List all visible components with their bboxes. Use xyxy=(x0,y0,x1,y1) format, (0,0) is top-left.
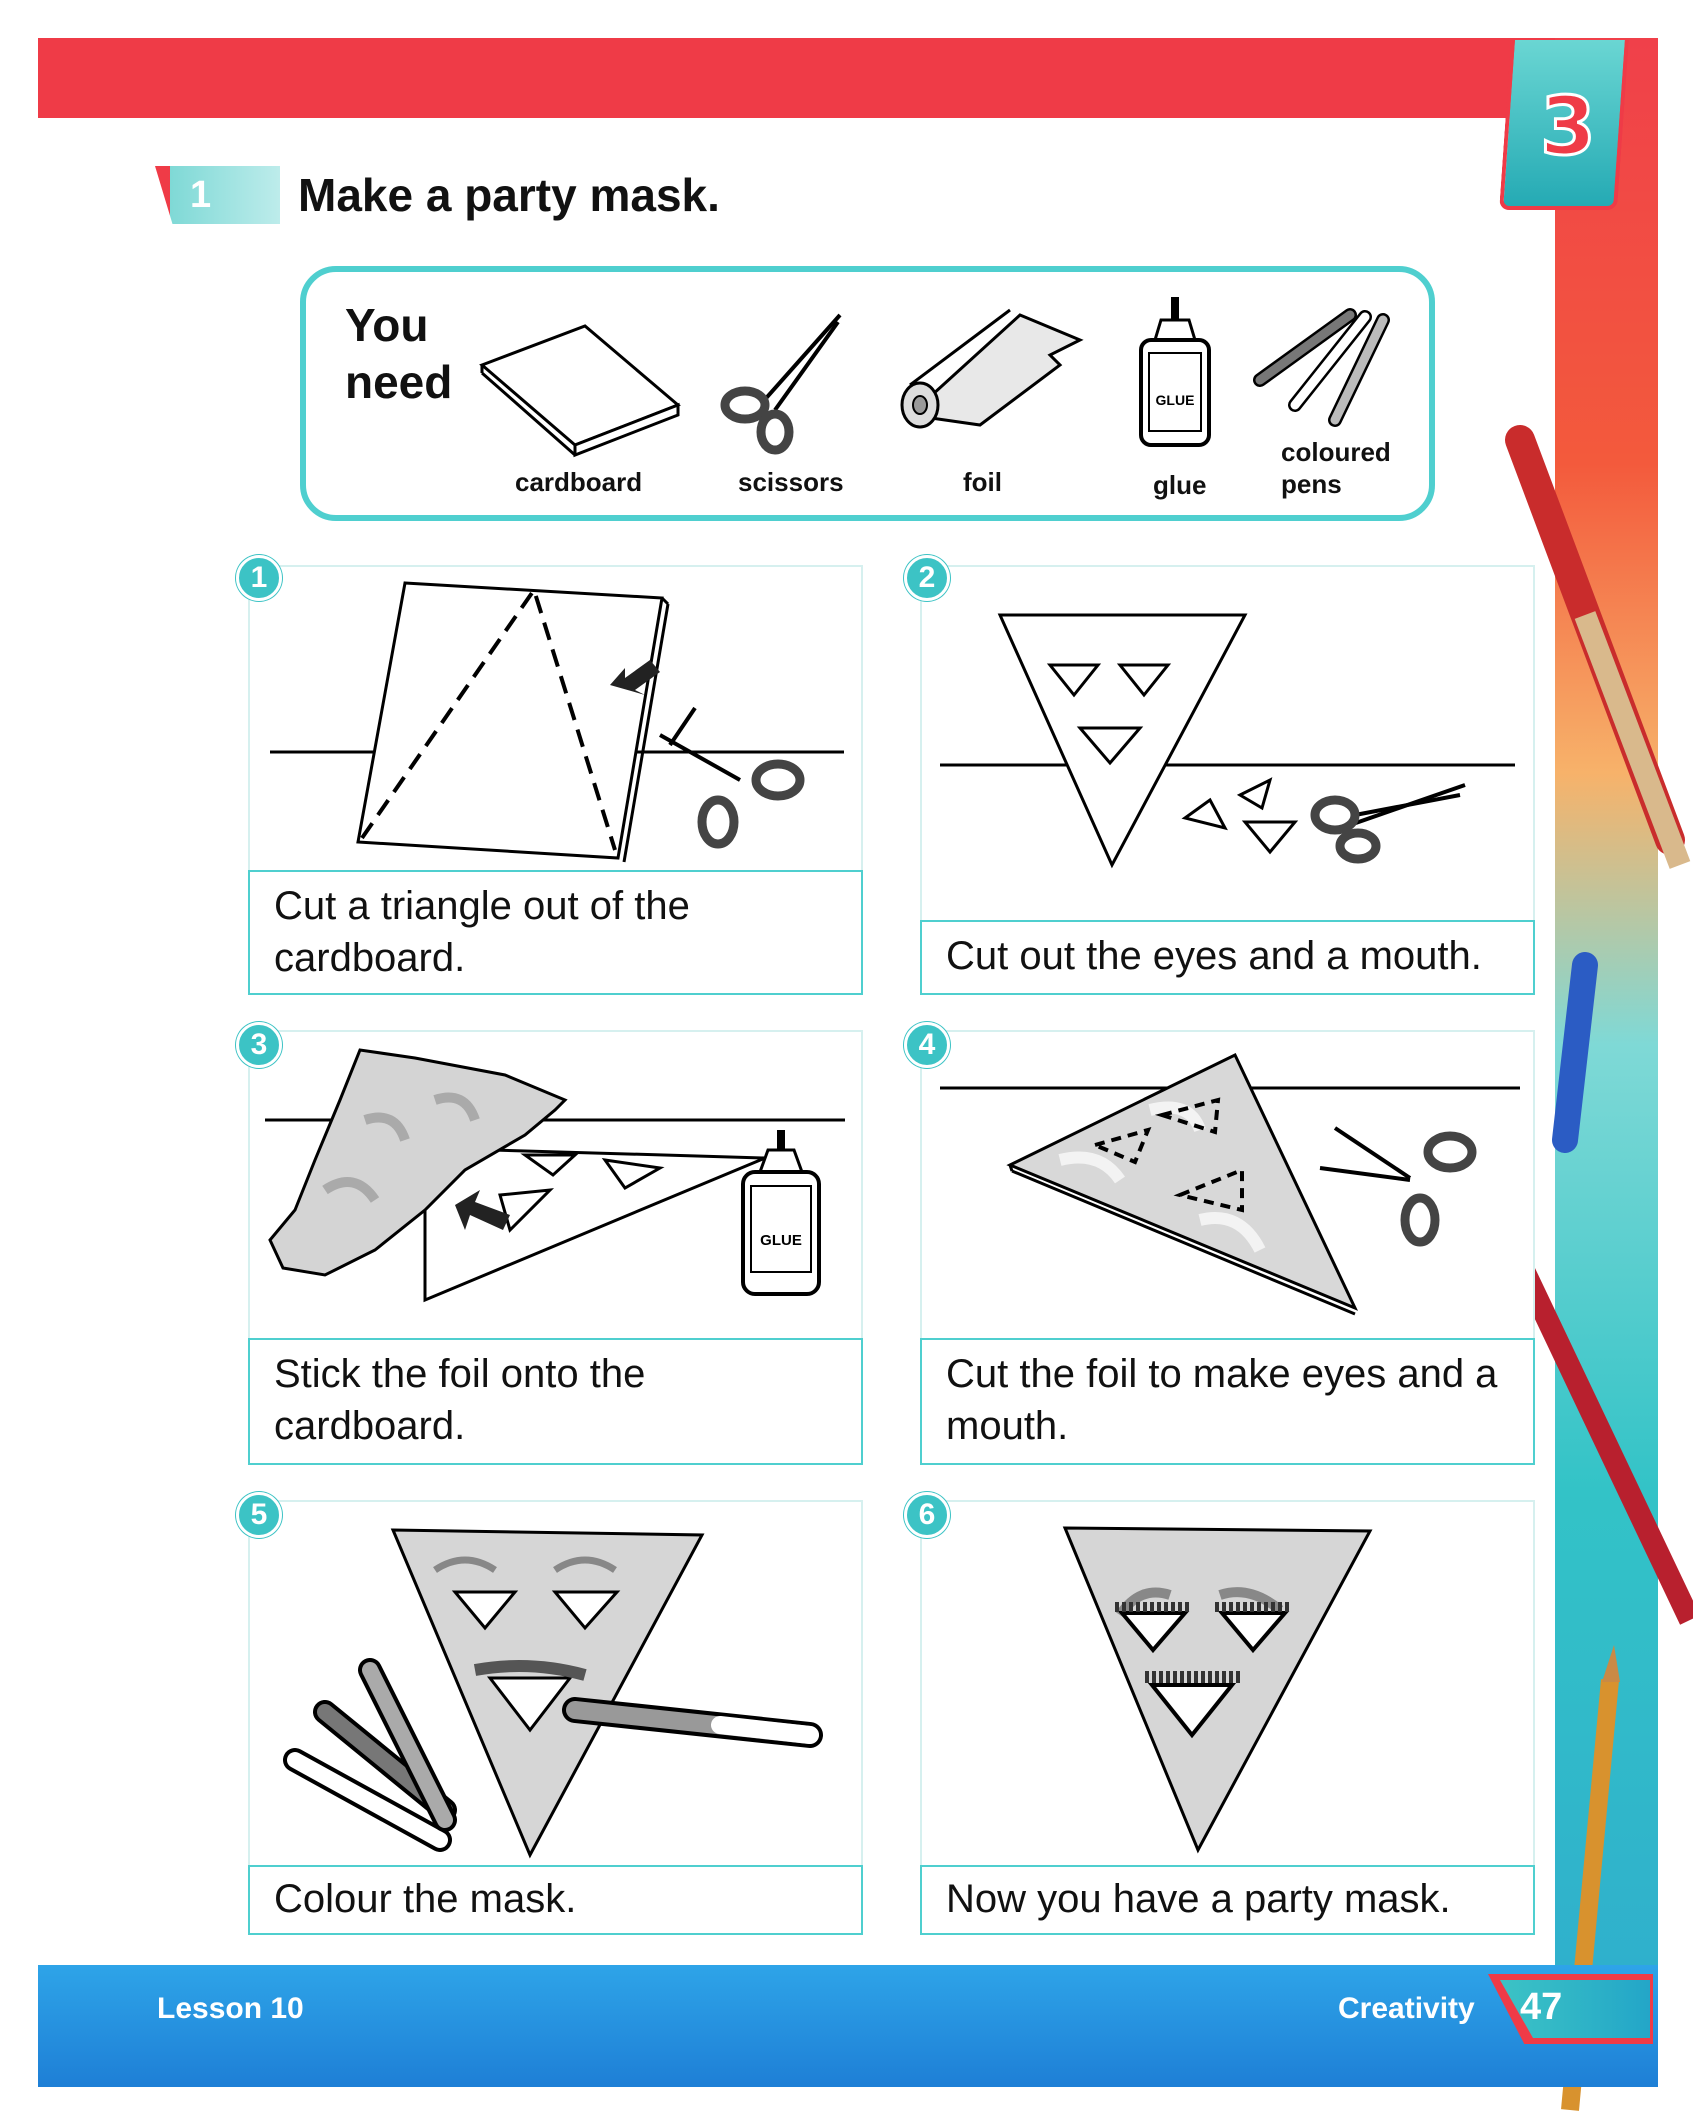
step-2-number: 2 xyxy=(904,555,950,601)
need-label-foil: foil xyxy=(963,467,1002,497)
exercise-number: 1 xyxy=(190,174,212,216)
step-1-caption: Cut a triangle out of the cardboard. xyxy=(248,870,863,995)
header-bar xyxy=(38,38,1658,118)
need-label-scissors: scissors xyxy=(738,467,844,497)
glue-bottle-icon xyxy=(743,1130,819,1294)
step-1-number: 1 xyxy=(236,555,282,601)
foil-icon xyxy=(890,305,1080,445)
scissors-icon xyxy=(720,310,850,450)
glue-label: GLUE xyxy=(1155,392,1195,408)
need-label-glue: glue xyxy=(1153,470,1207,500)
you-need-title: You need xyxy=(345,299,453,408)
step-6-illustration xyxy=(1060,1525,1380,1855)
step-4-number: 4 xyxy=(904,1022,950,1068)
coloured-pens-icon xyxy=(1255,305,1395,430)
step-5-caption: Colour the mask. xyxy=(248,1865,863,1935)
step-3-illustration xyxy=(265,1040,845,1325)
need-label-coloured-pens: coloured pens xyxy=(1281,437,1391,499)
scissors-icon xyxy=(660,708,800,844)
step-5-illustration xyxy=(265,1510,825,1860)
exercise-badge xyxy=(155,166,280,224)
exercise-instruction: Make a party mask. xyxy=(298,169,720,221)
step-4-caption: Cut the foil to make eyes and a mouth. xyxy=(920,1338,1535,1465)
page-number: 47 xyxy=(1520,1986,1563,2028)
step-2-caption: Cut out the eyes and a mouth. xyxy=(920,920,1535,995)
step-3-caption: Stick the foil onto the cardboard. xyxy=(248,1338,863,1465)
blue-crayon-icon xyxy=(1565,965,1585,1140)
footer-bar xyxy=(38,1965,1658,2087)
scissors-icon xyxy=(1320,1128,1472,1242)
step-6-caption: Now you have a party mask. xyxy=(920,1865,1535,1935)
step-5-number: 5 xyxy=(236,1492,282,1538)
glue-label: GLUE xyxy=(760,1232,802,1249)
red-pen-icon xyxy=(1520,440,1680,865)
step-4-illustration xyxy=(940,1050,1525,1320)
topic-label: Creativity xyxy=(1338,1992,1475,2025)
lesson-label: Lesson 10 xyxy=(157,1992,304,2025)
step-3-number: 3 xyxy=(236,1022,282,1068)
chapter-number: 3 xyxy=(1540,80,1596,173)
step-6-number: 6 xyxy=(904,1492,950,1538)
step-1-illustration xyxy=(270,580,850,870)
cardboard-icon xyxy=(480,320,680,450)
glue-bottle-icon xyxy=(1135,295,1215,455)
need-label-cardboard: cardboard xyxy=(515,467,643,497)
scissors-icon xyxy=(1315,785,1465,859)
step-2-illustration xyxy=(940,610,1520,870)
